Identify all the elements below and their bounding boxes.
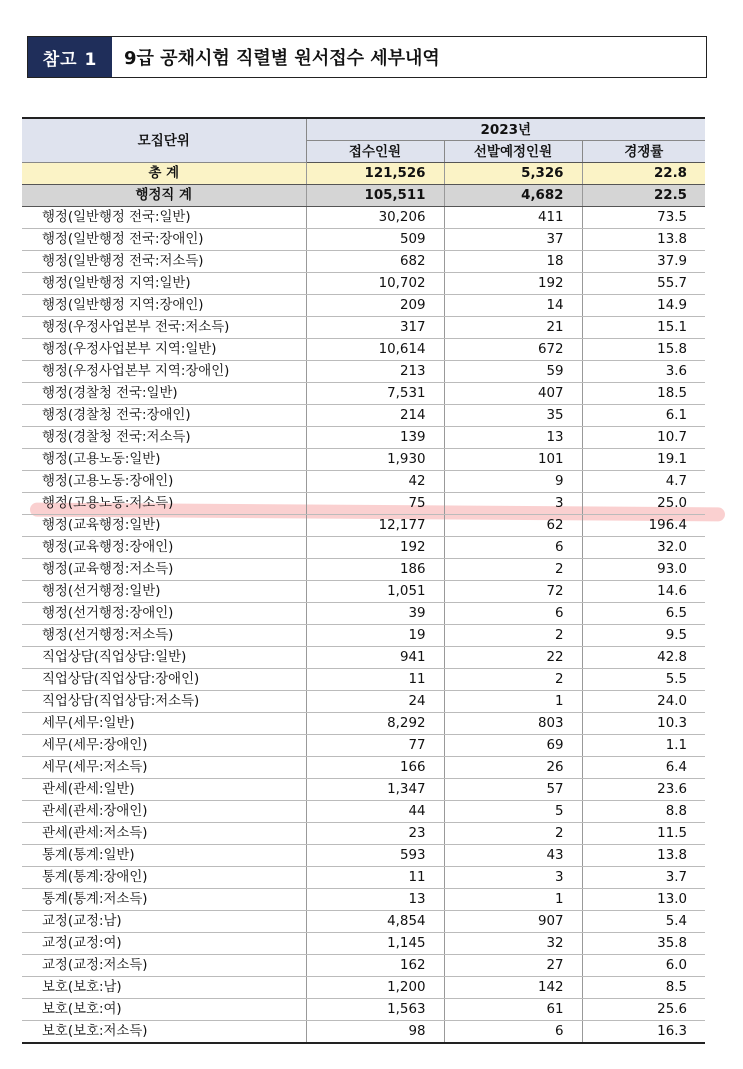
row-planned: 6: [444, 537, 582, 559]
row-ratio: 14.6: [582, 581, 705, 603]
row-name: 행정(경찰청 전국:장애인): [22, 405, 306, 427]
row-planned: 21: [444, 317, 582, 339]
row-ratio: 3.7: [582, 867, 705, 889]
row-applicants: 209: [306, 295, 444, 317]
row-applicants: 12,177: [306, 515, 444, 537]
row-ratio: 32.0: [582, 537, 705, 559]
row-ratio: 13.0: [582, 889, 705, 911]
row-ratio: 23.6: [582, 779, 705, 801]
subtotal-label: 행정직 계: [22, 185, 306, 207]
row-planned: 2: [444, 823, 582, 845]
row-name: 행정(우정사업본부 지역:장애인): [22, 361, 306, 383]
row-ratio: 6.1: [582, 405, 705, 427]
row-name: 보호(보호:저소득): [22, 1021, 306, 1044]
row-ratio: 25.0: [582, 493, 705, 515]
row-applicants: 13: [306, 889, 444, 911]
row-planned: 14: [444, 295, 582, 317]
row-applicants: 1,051: [306, 581, 444, 603]
row-ratio: 42.8: [582, 647, 705, 669]
table-row: [22, 757, 705, 779]
row-planned: 37: [444, 229, 582, 251]
row-planned: 32: [444, 933, 582, 955]
table-row: [22, 361, 705, 383]
table-row: [22, 295, 705, 317]
row-name: 행정(경찰청 전국:일반): [22, 383, 306, 405]
table-row: [22, 537, 705, 559]
table-row: [22, 405, 705, 427]
reference-tag: 참고 1: [28, 37, 112, 77]
applications-table: [22, 117, 705, 1044]
row-name: 행정(고용노동:장애인): [22, 471, 306, 493]
row-ratio: 6.4: [582, 757, 705, 779]
row-planned: 62: [444, 515, 582, 537]
table-row: [22, 427, 705, 449]
row-name: 행정(경찰청 전국:저소득): [22, 427, 306, 449]
row-ratio: 10.3: [582, 713, 705, 735]
header-applicants: 접수인원: [306, 141, 444, 163]
row-applicants: 39: [306, 603, 444, 625]
row-name: 교정(교정:남): [22, 911, 306, 933]
row-ratio: 35.8: [582, 933, 705, 955]
row-name: 관세(관세:일반): [22, 779, 306, 801]
row-applicants: 162: [306, 955, 444, 977]
row-planned: 803: [444, 713, 582, 735]
row-planned: 35: [444, 405, 582, 427]
row-planned: 907: [444, 911, 582, 933]
row-applicants: 77: [306, 735, 444, 757]
table-row: [22, 823, 705, 845]
table-row: [22, 889, 705, 911]
row-name: 세무(세무:저소득): [22, 757, 306, 779]
row-name: 보호(보호:여): [22, 999, 306, 1021]
row-ratio: 10.7: [582, 427, 705, 449]
row-name: 통계(통계:저소득): [22, 889, 306, 911]
subtotal-planned: 4,682: [444, 185, 582, 207]
table-row: [22, 581, 705, 603]
table-row: [22, 493, 705, 515]
row-applicants: 941: [306, 647, 444, 669]
table-row: [22, 713, 705, 735]
row-planned: 1: [444, 691, 582, 713]
row-applicants: 42: [306, 471, 444, 493]
row-name: 행정(고용노동:일반): [22, 449, 306, 471]
row-ratio: 6.5: [582, 603, 705, 625]
row-planned: 672: [444, 339, 582, 361]
row-planned: 27: [444, 955, 582, 977]
row-planned: 5: [444, 801, 582, 823]
row-planned: 57: [444, 779, 582, 801]
total-row: [22, 163, 705, 185]
row-ratio: 13.8: [582, 229, 705, 251]
row-ratio: 19.1: [582, 449, 705, 471]
row-name: 행정(교육행정:저소득): [22, 559, 306, 581]
row-planned: 407: [444, 383, 582, 405]
row-applicants: 192: [306, 537, 444, 559]
row-name: 직업상담(직업상담:저소득): [22, 691, 306, 713]
row-ratio: 3.6: [582, 361, 705, 383]
row-applicants: 166: [306, 757, 444, 779]
row-applicants: 44: [306, 801, 444, 823]
row-applicants: 11: [306, 669, 444, 691]
subtotal-ratio: 22.5: [582, 185, 705, 207]
row-applicants: 509: [306, 229, 444, 251]
table-row: [22, 955, 705, 977]
row-name: 행정(우정사업본부 전국:저소득): [22, 317, 306, 339]
table-row: [22, 933, 705, 955]
row-name: 행정(교육행정:일반): [22, 515, 306, 537]
row-planned: 101: [444, 449, 582, 471]
table-row: [22, 801, 705, 823]
row-ratio: 55.7: [582, 273, 705, 295]
row-name: 교정(교정:저소득): [22, 955, 306, 977]
row-planned: 3: [444, 867, 582, 889]
row-name: 행정(선거행정:저소득): [22, 625, 306, 647]
row-applicants: 317: [306, 317, 444, 339]
row-name: 행정(일반행정 전국:일반): [22, 207, 306, 229]
row-planned: 192: [444, 273, 582, 295]
row-ratio: 4.7: [582, 471, 705, 493]
row-ratio: 14.9: [582, 295, 705, 317]
row-ratio: 9.5: [582, 625, 705, 647]
row-applicants: 1,930: [306, 449, 444, 471]
table-row: [22, 845, 705, 867]
row-name: 통계(통계:일반): [22, 845, 306, 867]
row-name: 행정(선거행정:장애인): [22, 603, 306, 625]
row-applicants: 24: [306, 691, 444, 713]
row-applicants: 1,347: [306, 779, 444, 801]
table-row: [22, 207, 705, 229]
row-ratio: 37.9: [582, 251, 705, 273]
row-planned: 3: [444, 493, 582, 515]
row-planned: 69: [444, 735, 582, 757]
table-row: [22, 625, 705, 647]
row-applicants: 11: [306, 867, 444, 889]
row-name: 세무(세무:장애인): [22, 735, 306, 757]
row-planned: 2: [444, 669, 582, 691]
table-row: [22, 515, 705, 537]
row-applicants: 98: [306, 1021, 444, 1044]
table-row: [22, 691, 705, 713]
row-applicants: 30,206: [306, 207, 444, 229]
row-planned: 43: [444, 845, 582, 867]
table-row: [22, 449, 705, 471]
table-row: [22, 999, 705, 1021]
title-box: [27, 36, 707, 78]
row-planned: 22: [444, 647, 582, 669]
row-applicants: 19: [306, 625, 444, 647]
row-ratio: 196.4: [582, 515, 705, 537]
row-applicants: 1,145: [306, 933, 444, 955]
row-name: 행정(교육행정:장애인): [22, 537, 306, 559]
page-title: 9급 공채시험 직렬별 원서접수 세부내역: [124, 48, 440, 69]
row-name: 보호(보호:남): [22, 977, 306, 999]
row-ratio: 11.5: [582, 823, 705, 845]
header-year: 2023년: [306, 118, 705, 141]
row-applicants: 139: [306, 427, 444, 449]
header-planned: 선발예정인원: [444, 141, 582, 163]
row-applicants: 10,702: [306, 273, 444, 295]
row-ratio: 5.5: [582, 669, 705, 691]
row-applicants: 1,200: [306, 977, 444, 999]
row-applicants: 593: [306, 845, 444, 867]
table-row: [22, 779, 705, 801]
row-ratio: 6.0: [582, 955, 705, 977]
table-row: [22, 911, 705, 933]
total-planned: 5,326: [444, 163, 582, 185]
row-ratio: 5.4: [582, 911, 705, 933]
row-applicants: 75: [306, 493, 444, 515]
row-ratio: 16.3: [582, 1021, 705, 1044]
row-planned: 9: [444, 471, 582, 493]
row-applicants: 10,614: [306, 339, 444, 361]
row-planned: 1: [444, 889, 582, 911]
table-row: [22, 559, 705, 581]
row-name: 직업상담(직업상담:일반): [22, 647, 306, 669]
row-ratio: 8.8: [582, 801, 705, 823]
row-name: 행정(일반행정 지역:장애인): [22, 295, 306, 317]
row-planned: 2: [444, 625, 582, 647]
total-applicants: 121,526: [306, 163, 444, 185]
row-ratio: 24.0: [582, 691, 705, 713]
table-row: [22, 1021, 705, 1044]
row-planned: 411: [444, 207, 582, 229]
subtotal-applicants: 105,511: [306, 185, 444, 207]
row-planned: 26: [444, 757, 582, 779]
row-applicants: 214: [306, 405, 444, 427]
row-ratio: 18.5: [582, 383, 705, 405]
row-applicants: 682: [306, 251, 444, 273]
row-planned: 2: [444, 559, 582, 581]
header-ratio: 경쟁률: [582, 141, 705, 163]
row-ratio: 15.1: [582, 317, 705, 339]
table-row: [22, 647, 705, 669]
table-row: [22, 669, 705, 691]
row-ratio: 15.8: [582, 339, 705, 361]
table-row: [22, 229, 705, 251]
row-ratio: 73.5: [582, 207, 705, 229]
row-applicants: 1,563: [306, 999, 444, 1021]
table-row: [22, 977, 705, 999]
row-name: 직업상담(직업상담:장애인): [22, 669, 306, 691]
row-applicants: 186: [306, 559, 444, 581]
row-name: 행정(고용노동:저소득): [22, 493, 306, 515]
table-row: [22, 273, 705, 295]
row-name: 관세(관세:장애인): [22, 801, 306, 823]
total-ratio: 22.8: [582, 163, 705, 185]
row-planned: 61: [444, 999, 582, 1021]
row-applicants: 4,854: [306, 911, 444, 933]
row-name: 행정(선거행정:일반): [22, 581, 306, 603]
header-unit: 모집단위: [22, 118, 306, 163]
table-row: [22, 471, 705, 493]
table-row: [22, 603, 705, 625]
row-ratio: 25.6: [582, 999, 705, 1021]
row-planned: 59: [444, 361, 582, 383]
subtotal-row: [22, 185, 705, 207]
row-name: 행정(일반행정 전국:저소득): [22, 251, 306, 273]
table-row: [22, 251, 705, 273]
row-planned: 18: [444, 251, 582, 273]
row-planned: 72: [444, 581, 582, 603]
row-applicants: 23: [306, 823, 444, 845]
table-row: [22, 339, 705, 361]
row-planned: 6: [444, 1021, 582, 1044]
total-label: 총 계: [22, 163, 306, 185]
row-name: 행정(우정사업본부 지역:일반): [22, 339, 306, 361]
row-ratio: 93.0: [582, 559, 705, 581]
row-applicants: 213: [306, 361, 444, 383]
row-name: 통계(통계:장애인): [22, 867, 306, 889]
row-name: 세무(세무:일반): [22, 713, 306, 735]
row-name: 행정(일반행정 지역:일반): [22, 273, 306, 295]
table-row: [22, 317, 705, 339]
row-name: 관세(관세:저소득): [22, 823, 306, 845]
row-planned: 6: [444, 603, 582, 625]
table-row: [22, 735, 705, 757]
table-row: [22, 383, 705, 405]
row-name: 행정(일반행정 전국:장애인): [22, 229, 306, 251]
table-row: [22, 867, 705, 889]
row-planned: 13: [444, 427, 582, 449]
row-applicants: 7,531: [306, 383, 444, 405]
row-applicants: 8,292: [306, 713, 444, 735]
row-ratio: 1.1: [582, 735, 705, 757]
row-ratio: 8.5: [582, 977, 705, 999]
row-ratio: 13.8: [582, 845, 705, 867]
row-planned: 142: [444, 977, 582, 999]
row-name: 교정(교정:여): [22, 933, 306, 955]
